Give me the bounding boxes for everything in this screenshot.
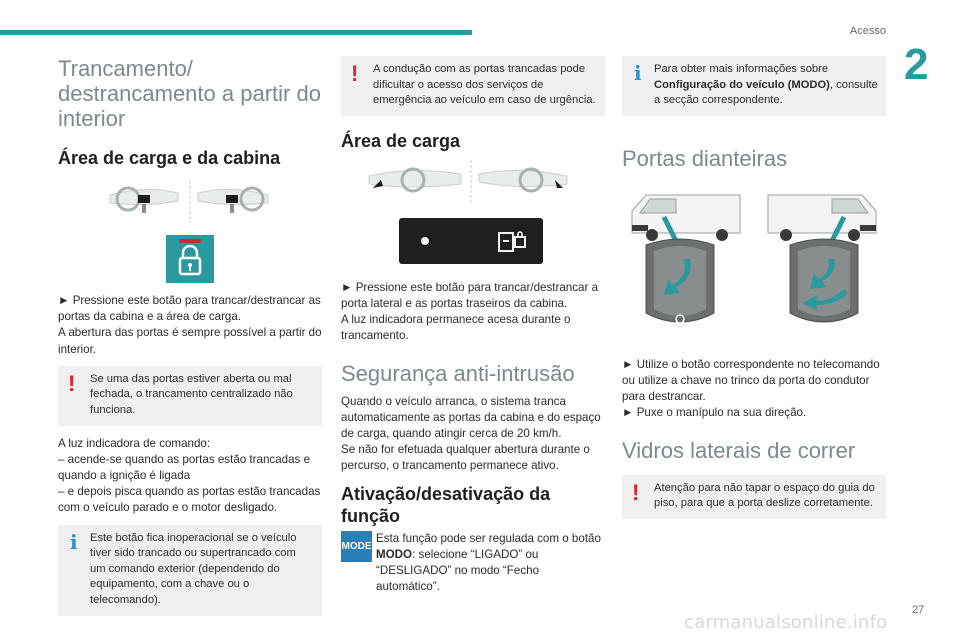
activation-title: Ativação/desativação da função	[341, 483, 551, 526]
security-text-1: Quando o veículo arranca, o sistema tranca automaticamente as portas da cabina e do espaço de carga, quando atingir cerca de 20 km/h.	[341, 394, 601, 440]
cabin-cargo-title: Área de carga e da cabina	[58, 148, 281, 168]
info-text: Este botão fica inoperacional se o veículo tiver sido trancado ou supertrancado com um comando exterior (dependendo do equipamento, com a chave ou o telecomando).	[90, 531, 297, 606]
warning-box-sliding	[622, 475, 886, 519]
handle-right	[790, 239, 858, 322]
cargo-dashboard-illustration	[341, 158, 605, 206]
security-title: Segurança anti-intrusão	[341, 360, 575, 386]
info-box-config	[622, 56, 886, 116]
column-1	[58, 56, 322, 616]
front-doors-illustration	[622, 185, 886, 345]
chapter-number: 2	[904, 40, 929, 89]
info-bold: Configuração do veículo (MODO)	[654, 78, 830, 91]
mode-setting	[341, 531, 605, 596]
cargo-title: Área de carga	[341, 130, 461, 151]
exclamation-icon: !	[351, 61, 359, 86]
van-left	[632, 195, 740, 241]
sliding-windows-title: Vidros laterais de correr	[622, 437, 856, 463]
led-heading: A luz indicadora de comando:	[58, 436, 211, 450]
warning-box-driving	[341, 56, 605, 116]
column-2	[341, 56, 605, 595]
mode-text-pre: Esta função pode ser regulada com o botão	[376, 531, 601, 545]
watermark: carmanualsonline.info	[684, 612, 888, 633]
indicator-led	[421, 237, 429, 245]
led-item-1: – acende-se quando as portas estão trancadas e quando a ignição é ligada	[58, 452, 311, 482]
info-config-text	[630, 62, 878, 109]
front-doors-title: Portas dianteiras	[622, 145, 788, 171]
cargo-led-note: A luz indicadora permanece acesa durante o trancamento.	[341, 313, 571, 343]
exclamation-icon: !	[632, 479, 640, 505]
warning-text: Se uma das portas estiver aberta ou mal fechada, o trancamento centralizado não funciona.	[90, 372, 293, 416]
mode-text	[341, 531, 605, 596]
info-icon: i	[70, 529, 78, 554]
header-bar	[0, 30, 472, 35]
column-3	[622, 56, 886, 519]
lock-icon	[166, 235, 214, 283]
page-title: Trancamento/ destrancamento a partir do interior	[58, 56, 321, 131]
warning-sliding-text: Atenção para não tapar o espaço do guia do piso, para que a porta deslize corretamente.	[654, 481, 875, 510]
security-text-2: Se não for efetuada qualquer abertura durante o percurso, o trancamento permanece ativo.	[341, 443, 590, 473]
front-doors-instruction-1: ► Utilize o botão correspondente no telecomando ou utilize a chave no trinco da porta do condutor para destrancar.	[622, 357, 880, 404]
mode-button[interactable]: MODE	[341, 531, 372, 562]
warning-driving-text: A condução com as portas trancadas pode dificultar o acesso dos serviços de emergência ao veículo em caso de urgência.	[373, 63, 596, 107]
lock-button[interactable]	[166, 235, 214, 283]
info-box	[58, 525, 322, 616]
cargo-lock-button[interactable]	[399, 218, 543, 264]
info-icon: i	[634, 61, 642, 85]
cargo-door-icon	[495, 227, 531, 255]
page-number: 27	[912, 604, 925, 616]
front-doors-instruction-2: ► Puxe o manípulo na sua direção.	[622, 406, 807, 420]
mode-text-bold: MODO	[376, 547, 413, 561]
cargo-instruction: ► Pressione este botão para trancar/destrancar a porta lateral e as portas traseiros da cabina.	[341, 280, 599, 310]
handle-left	[646, 239, 714, 323]
mode-text-post: : selecione “LIGADO” ou “DESLIGADO” no modo “Fecho automático”.	[376, 547, 540, 594]
cabin-instruction: ► Pressione este botão para trancar/destrancar as portas da cabina e a área de carga.	[58, 294, 321, 324]
led-item-2: – e depois pisca quando as portas estão trancadas com o veículo parado e o motor desligado.	[58, 485, 321, 515]
van-right	[768, 195, 876, 241]
warning-box	[58, 366, 322, 426]
info-pre: Para obter mais informações sobre	[654, 63, 829, 75]
exclamation-icon: !	[68, 370, 76, 396]
info-post: , consulte a secção correspondente.	[654, 78, 878, 107]
opening-note: A abertura das portas é sempre possível a partir do interior.	[58, 326, 322, 356]
dashboard-illustration	[58, 177, 322, 227]
section-name: Acesso	[849, 25, 886, 37]
